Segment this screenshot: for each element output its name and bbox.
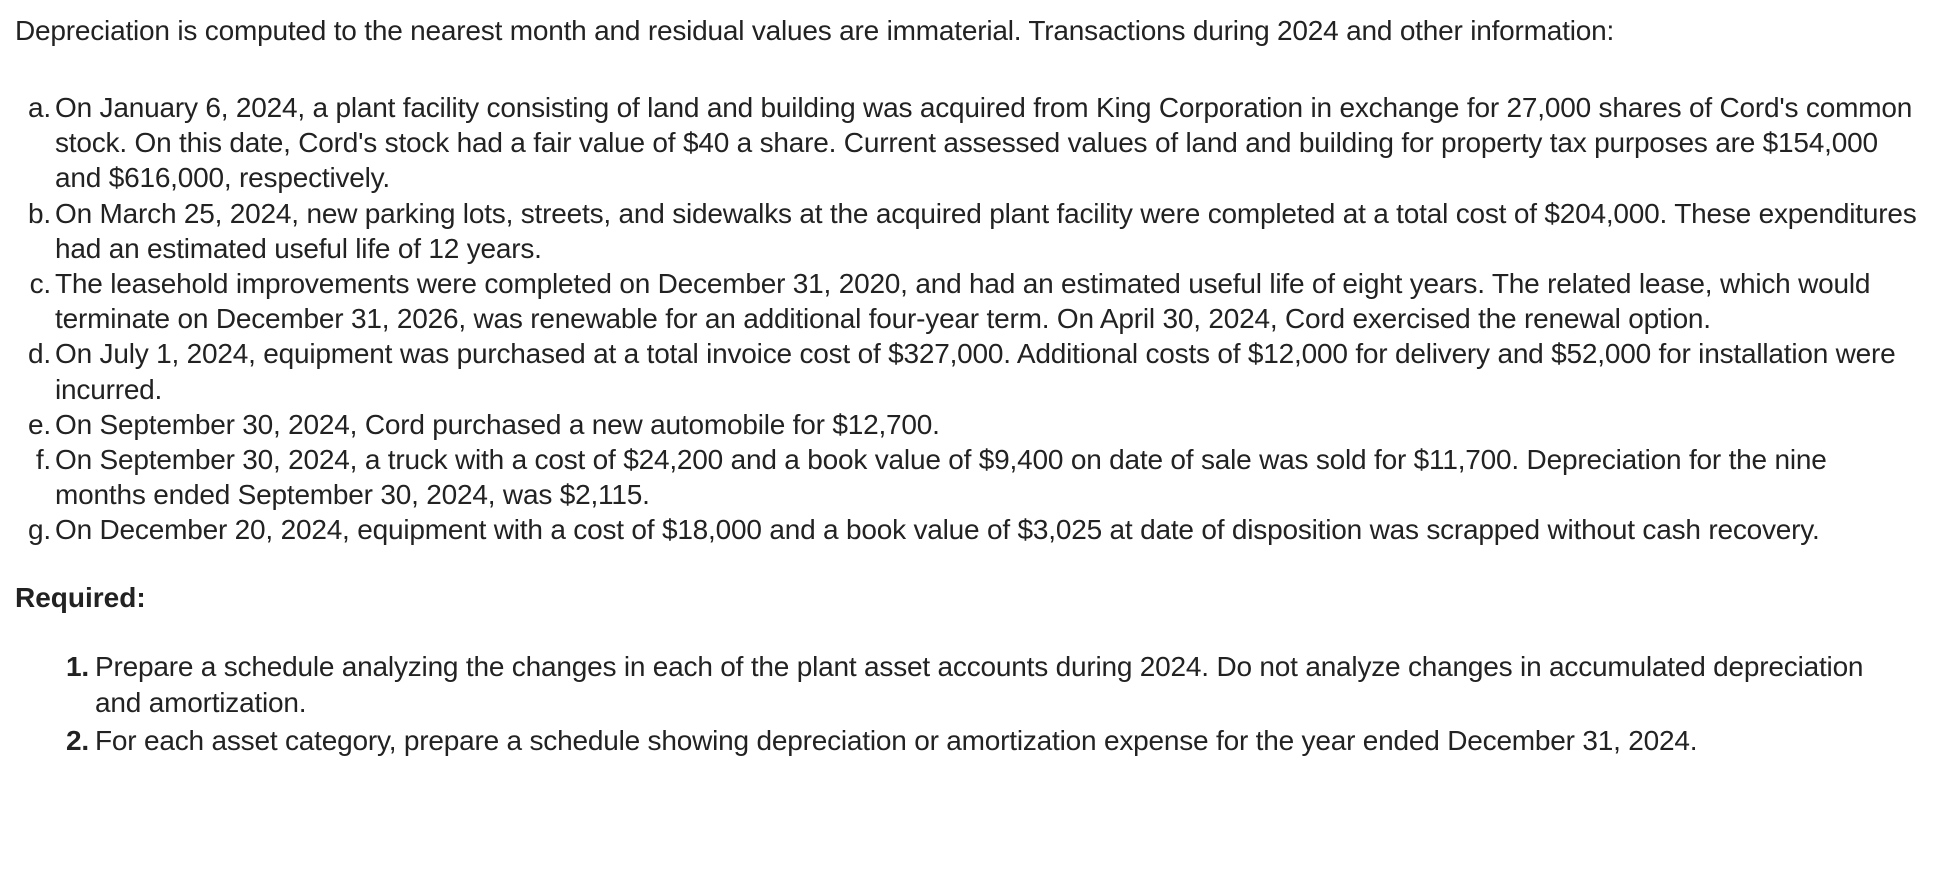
required-item: [15, 723, 1919, 759]
required-heading: Required:: [15, 581, 146, 613]
transaction-list: [15, 90, 1919, 548]
transaction-marker: a.: [28, 92, 51, 123]
required-item: [15, 649, 1919, 721]
required-number: 1.: [66, 650, 89, 682]
transaction-text: On March 25, 2024, new parking lots, streets, and sidewalks at the acquired plant facility were completed at a total cost of $204,000. These expenditures had an estimated useful life of 12 years.: [55, 197, 1917, 264]
transaction-item: [15, 407, 1919, 442]
transaction-marker: c.: [29, 268, 51, 300]
transaction-marker: b.: [28, 197, 51, 229]
transaction-text: On December 20, 2024, equipment with a cost of $18,000 and a book value of $3,025 at date of disposition was scrapped without cash recovery.: [55, 514, 1820, 546]
required-number: 2.: [66, 724, 89, 756]
transaction-item: [15, 266, 1919, 336]
transaction-item: [15, 336, 1919, 406]
required-list: [15, 649, 1919, 759]
transaction-text: On September 30, 2024, a truck with a cost of $24,200 and a book value of $9,400 on date of sale was sold for $11,700. Depreciation for the nine months ended September 30, 2024, was $2,115.: [55, 444, 1827, 511]
transaction-item: [15, 442, 1919, 512]
transaction-text: On September 30, 2024, Cord purchased a new automobile for $12,700.: [55, 408, 940, 440]
required-text: Prepare a schedule analyzing the changes in each of the plant asset accounts during 2024. Do not analyze changes in accumulated depreciation and amortization.: [95, 650, 1864, 718]
transaction-text: The leasehold improvements were completed on December 31, 2020, and had an estimated useful life of eight years. The related lease, which would terminate on December 31, 2026, was renewable for an additional four-year term. On April 30, 2024, Cord exercised the renewal option.: [55, 268, 1871, 335]
intro-paragraph: Depreciation is computed to the nearest month and residual values are immaterial. Transactions during 2024 and other information:: [15, 15, 1615, 46]
transaction-item: [15, 196, 1919, 266]
transaction-item: [15, 90, 1919, 196]
transaction-text: On July 1, 2024, equipment was purchased at a total invoice cost of $327,000. Additional costs of $12,000 for delivery and $52,000 for installation were incurred.: [55, 338, 1896, 405]
transaction-marker: e.: [28, 408, 51, 440]
transaction-marker: d.: [28, 338, 51, 370]
transaction-marker: f.: [35, 444, 51, 476]
transaction-marker: g.: [28, 514, 51, 546]
required-text: For each asset category, prepare a schedule showing depreciation or amortization expense for the year ended December 31, 2024.: [95, 724, 1698, 756]
transaction-item: [15, 512, 1919, 547]
transaction-text: On January 6, 2024, a plant facility consisting of land and building was acquired from King Corporation in exchange for 27,000 shares of Cord's common stock. On this date, Cord's stock had a fair value of $40 a share. Current assessed values of land and building for property tax purposes are $154,000 and $616,000, respectively.: [55, 92, 1913, 194]
